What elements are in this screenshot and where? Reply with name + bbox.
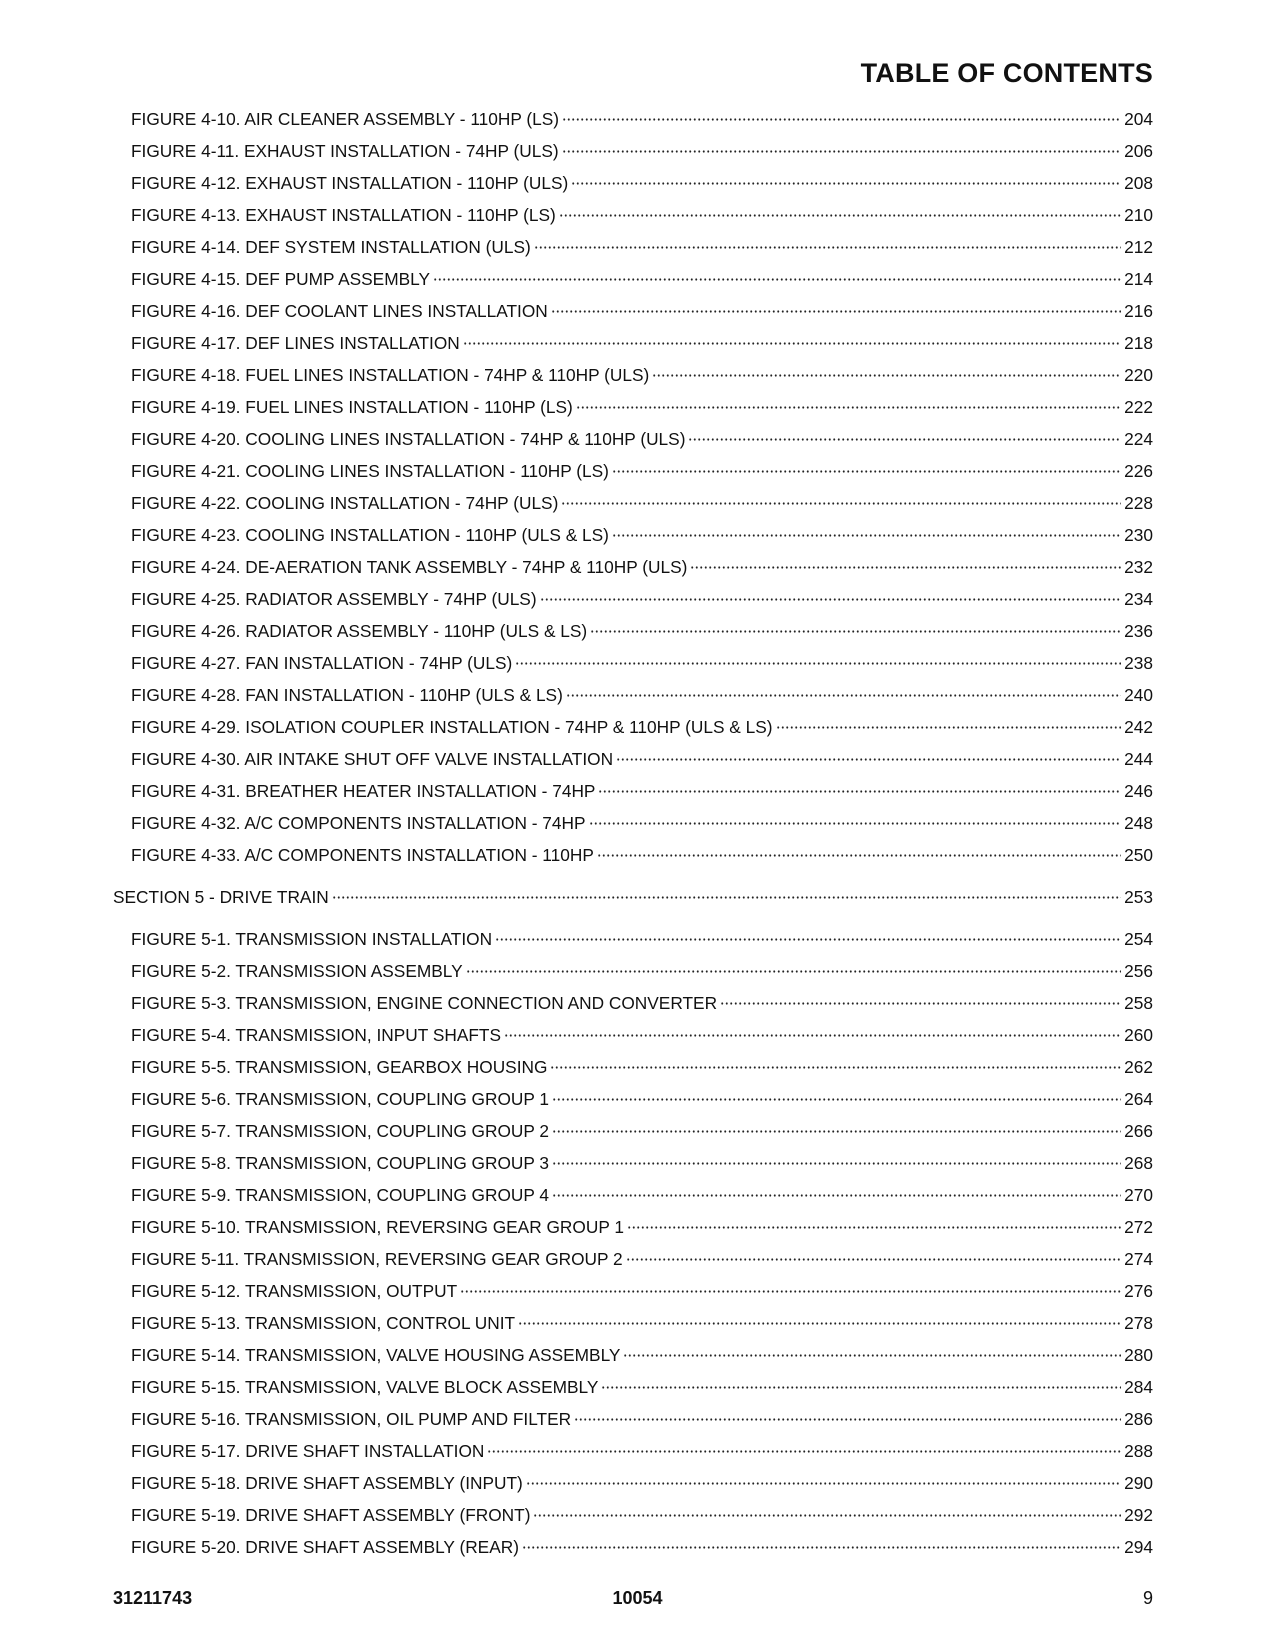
toc-entry-label: FIGURE 5-1. TRANSMISSION INSTALLATION <box>131 929 493 949</box>
toc-entry-label: FIGURE 5-18. DRIVE SHAFT ASSEMBLY (INPUT) <box>131 1473 523 1493</box>
toc-entry-page: 218 <box>1124 333 1153 353</box>
toc-figure-entry[interactable] <box>0 717 1275 749</box>
toc-entry-page: 286 <box>1124 1409 1153 1429</box>
toc-figure-entry[interactable] <box>0 961 1275 993</box>
toc-figure-entry[interactable] <box>0 929 1275 961</box>
toc-dot-leader <box>574 1418 1121 1421</box>
toc-entry-label: FIGURE 4-12. EXHAUST INSTALLATION - 110HP (ULS) <box>131 173 569 193</box>
toc-dot-leader <box>576 406 1121 409</box>
toc-entry-page: 274 <box>1124 1249 1153 1269</box>
toc-dot-leader <box>566 694 1121 697</box>
toc-entry-label: FIGURE 4-14. DEF SYSTEM INSTALLATION (ULS) <box>131 237 531 257</box>
toc-figure-entry[interactable] <box>0 1505 1275 1537</box>
footer-page-number: 9 <box>1142 1588 1153 1608</box>
toc-dot-leader <box>598 790 1121 793</box>
toc-figure-entry[interactable] <box>0 1441 1275 1473</box>
toc-entry-page: 224 <box>1124 429 1153 449</box>
toc-entry-label: FIGURE 5-17. DRIVE SHAFT INSTALLATION <box>131 1441 485 1461</box>
toc-dot-leader <box>463 342 1121 345</box>
toc-figure-entry[interactable] <box>0 1153 1275 1185</box>
toc-entry-page: 246 <box>1124 781 1153 801</box>
toc-dot-leader <box>534 246 1121 249</box>
toc-dot-leader <box>552 1130 1121 1133</box>
toc-dot-leader <box>562 150 1121 153</box>
toc-entry-page: 250 <box>1124 845 1153 865</box>
toc-entry-label: FIGURE 4-17. DEF LINES INSTALLATION <box>131 333 460 353</box>
toc-entry-label: FIGURE 5-13. TRANSMISSION, CONTROL UNIT <box>131 1313 516 1333</box>
toc-entry-page: 288 <box>1124 1441 1153 1461</box>
toc-entry-label: FIGURE 4-10. AIR CLEANER ASSEMBLY - 110HP (LS) <box>131 109 560 129</box>
toc-entry-label: SECTION 5 - DRIVE TRAIN <box>113 887 329 907</box>
toc-entry-label: FIGURE 4-15. DEF PUMP ASSEMBLY <box>131 269 430 289</box>
toc-figure-entry[interactable] <box>0 1377 1275 1409</box>
toc-entry-page: 242 <box>1124 717 1153 737</box>
toc-entry-page: 208 <box>1124 173 1153 193</box>
toc-entry-page: 220 <box>1124 365 1153 385</box>
toc-figure-entry[interactable] <box>0 333 1275 365</box>
toc-entry-page: 244 <box>1124 749 1153 769</box>
toc-figure-entry[interactable] <box>0 525 1275 557</box>
toc-figure-entry[interactable] <box>0 1185 1275 1217</box>
toc-entry-page: 254 <box>1124 929 1153 949</box>
toc-dot-leader <box>551 310 1121 313</box>
toc-entry-page: 280 <box>1124 1345 1153 1365</box>
toc-figure-entry[interactable] <box>0 589 1275 621</box>
toc-figure-entry[interactable] <box>0 205 1275 237</box>
footer-part-number: 31211743 <box>113 1588 193 1608</box>
toc-figure-entry[interactable] <box>0 397 1275 429</box>
toc-dot-leader <box>460 1290 1121 1293</box>
toc-dot-leader <box>504 1034 1121 1037</box>
toc-entry-page: 266 <box>1124 1121 1153 1141</box>
toc-entry-page: 210 <box>1124 205 1153 225</box>
toc-dot-leader <box>559 214 1121 217</box>
toc-entry-page: 234 <box>1124 589 1153 609</box>
toc-entry-page: 290 <box>1124 1473 1153 1493</box>
toc-entry-page: 222 <box>1124 397 1153 417</box>
toc-dot-leader <box>550 1066 1121 1069</box>
toc-entry-page: 253 <box>1124 887 1153 907</box>
toc-dot-leader <box>616 758 1121 761</box>
toc-figure-entry[interactable] <box>0 685 1275 717</box>
toc-figure-entry[interactable] <box>0 557 1275 589</box>
toc-figure-entry[interactable] <box>0 1121 1275 1153</box>
toc-dot-leader <box>466 970 1122 973</box>
toc-entry-label: FIGURE 5-9. TRANSMISSION, COUPLING GROUP 4 <box>131 1185 550 1205</box>
toc-entry-label: FIGURE 5-6. TRANSMISSION, COUPLING GROUP 1 <box>131 1089 550 1109</box>
toc-entry-label: FIGURE 5-4. TRANSMISSION, INPUT SHAFTS <box>131 1025 502 1045</box>
toc-figure-entry[interactable] <box>0 141 1275 173</box>
toc-dot-leader <box>612 470 1121 473</box>
toc-figure-entry[interactable] <box>0 1217 1275 1249</box>
toc-figure-entry[interactable] <box>0 1281 1275 1313</box>
toc-figure-entry[interactable] <box>0 301 1275 333</box>
toc-dot-leader <box>571 182 1121 185</box>
toc-dot-leader <box>601 1386 1121 1389</box>
toc-figure-entry[interactable] <box>0 1089 1275 1121</box>
toc-entry-label: FIGURE 4-22. COOLING INSTALLATION - 74HP (ULS) <box>131 493 559 513</box>
toc-figure-entry[interactable] <box>0 1409 1275 1441</box>
toc-entry-page: 228 <box>1124 493 1153 513</box>
toc-entry-label: FIGURE 5-16. TRANSMISSION, OIL PUMP AND FILTER <box>131 1409 572 1429</box>
toc-entry-page: 238 <box>1124 653 1153 673</box>
page-title: TABLE OF CONTENTS <box>860 58 1153 88</box>
toc-figure-entry[interactable] <box>0 365 1275 397</box>
toc-dot-leader <box>540 598 1122 601</box>
toc-figure-entry[interactable] <box>0 269 1275 301</box>
toc-entry-label: FIGURE 4-31. BREATHER HEATER INSTALLATION - 74HP <box>131 781 596 801</box>
toc-entry-page: 256 <box>1124 961 1153 981</box>
toc-entry-page: 240 <box>1124 685 1153 705</box>
toc-entry-page: 204 <box>1124 109 1153 129</box>
toc-entry-label: FIGURE 4-16. DEF COOLANT LINES INSTALLATION <box>131 301 548 321</box>
toc-entry-label: FIGURE 5-10. TRANSMISSION, REVERSING GEAR GROUP 1 <box>131 1217 624 1237</box>
toc-dot-leader <box>561 502 1121 505</box>
toc-entry-page: 226 <box>1124 461 1153 481</box>
toc-entry-label: FIGURE 5-3. TRANSMISSION, ENGINE CONNECTION AND CONVERTER <box>131 993 718 1013</box>
toc-dot-leader <box>688 438 1121 441</box>
toc-dot-leader <box>552 1194 1121 1197</box>
toc-entry-label: FIGURE 4-18. FUEL LINES INSTALLATION - 74HP & 110HP (ULS) <box>131 365 650 385</box>
toc-dot-leader <box>597 854 1121 857</box>
toc-entry-page: 268 <box>1124 1153 1153 1173</box>
toc-entry-label: FIGURE 5-19. DRIVE SHAFT ASSEMBLY (FRONT) <box>131 1505 531 1525</box>
toc-figure-entry[interactable] <box>0 1025 1275 1057</box>
table-of-contents <box>0 109 1275 1569</box>
toc-entry-label: FIGURE 5-8. TRANSMISSION, COUPLING GROUP 3 <box>131 1153 550 1173</box>
toc-dot-leader <box>627 1226 1121 1229</box>
toc-entry-page: 206 <box>1124 141 1153 161</box>
toc-entry-label: FIGURE 4-32. A/C COMPONENTS INSTALLATION - 74HP <box>131 813 586 833</box>
toc-entry-label: FIGURE 5-14. TRANSMISSION, VALVE HOUSING ASSEMBLY <box>131 1345 621 1365</box>
toc-entry-page: 276 <box>1124 1281 1153 1301</box>
toc-dot-leader <box>518 1322 1121 1325</box>
toc-entry-label: FIGURE 5-12. TRANSMISSION, OUTPUT <box>131 1281 458 1301</box>
toc-dot-leader <box>515 662 1121 665</box>
toc-figure-entry[interactable] <box>0 429 1275 461</box>
toc-entry-label: FIGURE 5-20. DRIVE SHAFT ASSEMBLY (REAR) <box>131 1537 519 1557</box>
toc-entry-page: 258 <box>1124 993 1153 1013</box>
toc-entry-page: 272 <box>1124 1217 1153 1237</box>
footer-doc-code: 10054 <box>612 1588 663 1608</box>
toc-dot-leader <box>522 1546 1121 1549</box>
toc-entry-page: 278 <box>1124 1313 1153 1333</box>
toc-entry-page: 214 <box>1124 269 1153 289</box>
toc-dot-leader <box>690 566 1121 569</box>
toc-figure-entry[interactable] <box>0 653 1275 685</box>
toc-entry-label: FIGURE 4-19. FUEL LINES INSTALLATION - 110HP (LS) <box>131 397 573 417</box>
toc-dot-leader <box>623 1354 1121 1357</box>
toc-entry-page: 230 <box>1124 525 1153 545</box>
toc-figure-entry[interactable] <box>0 237 1275 269</box>
toc-entry-page: 294 <box>1124 1537 1153 1557</box>
toc-dot-leader <box>495 938 1121 941</box>
toc-entry-label: FIGURE 4-29. ISOLATION COUPLER INSTALLATION - 74HP & 110HP (ULS & LS) <box>131 717 773 737</box>
toc-entry-label: FIGURE 4-20. COOLING LINES INSTALLATION - 74HP & 110HP (ULS) <box>131 429 686 449</box>
toc-entry-page: 262 <box>1124 1057 1153 1077</box>
toc-figure-entry[interactable] <box>0 749 1275 781</box>
toc-entry-label: FIGURE 4-27. FAN INSTALLATION - 74HP (ULS) <box>131 653 513 673</box>
toc-entry-label: FIGURE 4-26. RADIATOR ASSEMBLY - 110HP (ULS & LS) <box>131 621 588 641</box>
toc-entry-page: 236 <box>1124 621 1153 641</box>
toc-entry-label: FIGURE 4-24. DE-AERATION TANK ASSEMBLY - 74HP & 110HP (ULS) <box>131 557 688 577</box>
toc-dot-leader <box>590 630 1121 633</box>
toc-entry-label: FIGURE 5-11. TRANSMISSION, REVERSING GEAR GROUP 2 <box>131 1249 623 1269</box>
toc-figure-entry[interactable] <box>0 1473 1275 1505</box>
toc-figure-entry[interactable] <box>0 461 1275 493</box>
toc-entry-page: 270 <box>1124 1185 1153 1205</box>
toc-entry-label: FIGURE 4-11. EXHAUST INSTALLATION - 74HP (ULS) <box>131 141 559 161</box>
toc-dot-leader <box>552 1098 1121 1101</box>
toc-entry-label: FIGURE 5-2. TRANSMISSION ASSEMBLY <box>131 961 463 981</box>
toc-entry-label: FIGURE 5-15. TRANSMISSION, VALVE BLOCK ASSEMBLY <box>131 1377 599 1397</box>
toc-dot-leader <box>552 1162 1121 1165</box>
toc-entry-label: FIGURE 4-30. AIR INTAKE SHUT OFF VALVE INSTALLATION <box>131 749 614 769</box>
toc-figure-entry[interactable] <box>0 1537 1275 1569</box>
toc-figure-entry[interactable] <box>0 109 1275 141</box>
toc-entry-label: FIGURE 4-13. EXHAUST INSTALLATION - 110HP (LS) <box>131 205 556 225</box>
toc-entry-label: FIGURE 5-5. TRANSMISSION, GEARBOX HOUSING <box>131 1057 548 1077</box>
toc-figure-entry[interactable] <box>0 173 1275 205</box>
toc-entry-page: 248 <box>1124 813 1153 833</box>
toc-figure-entry[interactable] <box>0 1345 1275 1377</box>
toc-entry-page: 212 <box>1124 237 1153 257</box>
toc-figure-entry[interactable] <box>0 813 1275 845</box>
toc-entry-label: FIGURE 5-7. TRANSMISSION, COUPLING GROUP 2 <box>131 1121 550 1141</box>
toc-dot-leader <box>562 118 1121 121</box>
toc-dot-leader <box>533 1514 1121 1517</box>
toc-entry-page: 216 <box>1124 301 1153 321</box>
toc-dot-leader <box>332 896 1121 899</box>
toc-entry-page: 264 <box>1124 1089 1153 1109</box>
toc-dot-leader <box>589 822 1122 825</box>
toc-dot-leader <box>626 1258 1121 1261</box>
toc-figure-entry[interactable] <box>0 621 1275 653</box>
toc-figure-entry[interactable] <box>0 781 1275 813</box>
toc-dot-leader <box>487 1450 1121 1453</box>
toc-entry-page: 232 <box>1124 557 1153 577</box>
toc-entry-label: FIGURE 4-33. A/C COMPONENTS INSTALLATION - 110HP <box>131 845 594 865</box>
toc-figure-entry[interactable] <box>0 493 1275 525</box>
toc-dot-leader <box>612 534 1121 537</box>
toc-entry-label: FIGURE 4-25. RADIATOR ASSEMBLY - 74HP (ULS) <box>131 589 537 609</box>
toc-dot-leader <box>776 726 1122 729</box>
toc-dot-leader <box>526 1482 1121 1485</box>
toc-dot-leader <box>433 278 1121 281</box>
toc-figure-entry[interactable] <box>0 1057 1275 1089</box>
toc-entry-label: FIGURE 4-28. FAN INSTALLATION - 110HP (ULS & LS) <box>131 685 563 705</box>
toc-figure-entry[interactable] <box>0 1249 1275 1281</box>
toc-figure-entry[interactable] <box>0 993 1275 1025</box>
toc-dot-leader <box>720 1002 1121 1005</box>
toc-entry-label: FIGURE 4-23. COOLING INSTALLATION - 110HP (ULS & LS) <box>131 525 609 545</box>
toc-entry-page: 284 <box>1124 1377 1153 1397</box>
toc-dot-leader <box>652 374 1121 377</box>
toc-figure-entry[interactable] <box>0 845 1275 877</box>
toc-figure-entry[interactable] <box>0 1313 1275 1345</box>
toc-entry-page: 292 <box>1124 1505 1153 1525</box>
toc-entry-page: 260 <box>1124 1025 1153 1045</box>
toc-section-entry[interactable] <box>0 887 1275 919</box>
toc-entry-label: FIGURE 4-21. COOLING LINES INSTALLATION - 110HP (LS) <box>131 461 609 481</box>
